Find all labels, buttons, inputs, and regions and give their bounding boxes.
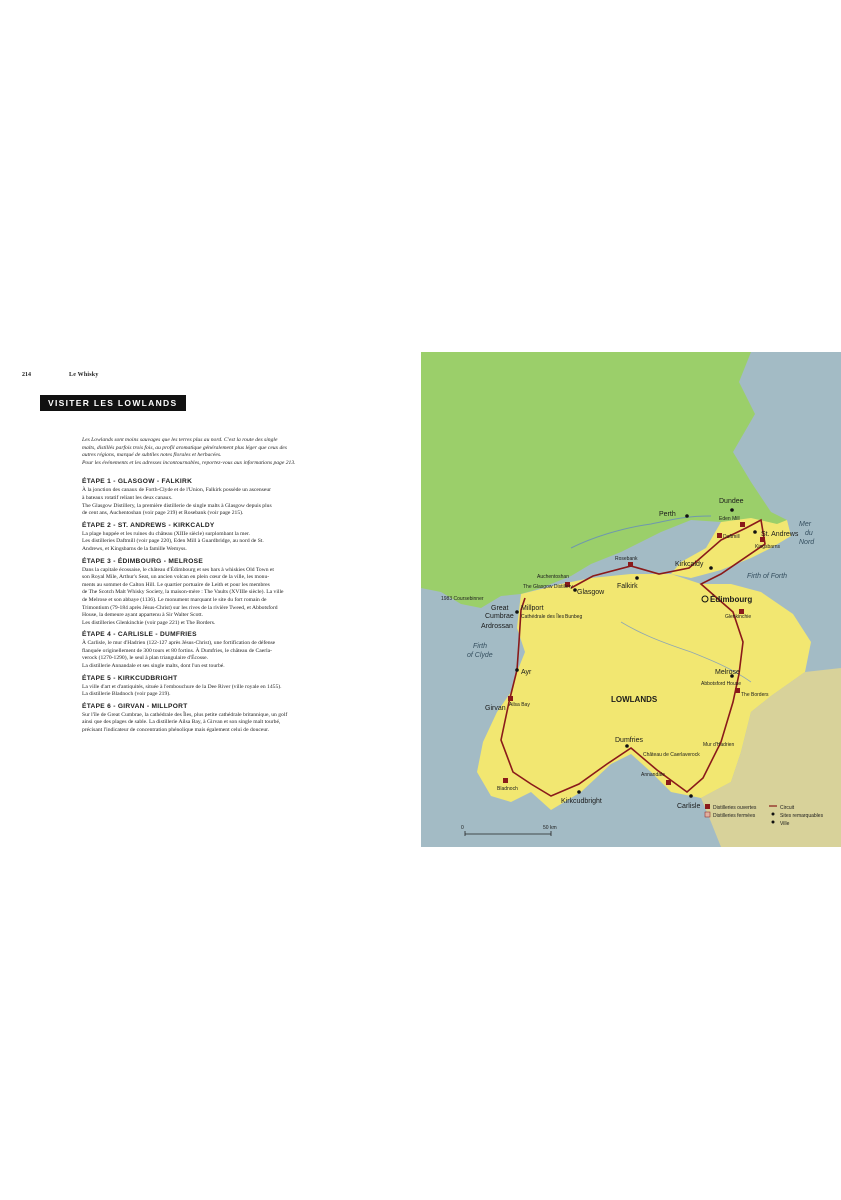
stage-line: ainsi que des plages de sable. La distillerie Ailsa Bay, à Girvan et son single malt tourbé, [82, 719, 281, 726]
city-carlisle: Carlisle [677, 803, 701, 810]
distillery-marker [508, 696, 513, 701]
legend-sites-icon [772, 813, 775, 816]
city-dot [635, 576, 639, 580]
stage-title: ÉTAPE 2 - ST. ANDREWS - KIRKCALDY [82, 521, 215, 529]
stage-line: flanquée originellement de 300 tours et 80 fortins. À Dumfries, le château de Caerla- [82, 647, 272, 654]
intro-line: autres régions, marqué de subtiles notes florales et herbacées. [82, 452, 222, 459]
city-dot [625, 744, 629, 748]
stage-line: de The Scotch Malt Whisky Society, la maison-mère : The Vaults (XVIIIe siècle). La ville [82, 589, 284, 596]
legend-sites: Sites remarquables [780, 813, 824, 819]
section-title: VISITER LES LOWLANDS [40, 395, 186, 411]
stage-line: à bateaux rotatif reliant les deux canaux. [82, 494, 173, 501]
stage-line: son Royal Mile, Arthur's Seat, un ancien volcan en plein cœur de la ville, les monu- [82, 574, 270, 581]
distillery-marker [503, 778, 508, 783]
city-ayr: Ayr [521, 669, 532, 676]
distillery-marker [717, 533, 722, 538]
city-ardrossan: Ardrossan [481, 623, 513, 630]
stage-line: À la jonction des canaux de Forth-Clyde et de l'Union, Falkirk possède un ascenseur [82, 487, 271, 494]
legend-closed-icon [705, 812, 710, 817]
distillery-marker [666, 780, 671, 785]
distillery-label: Annandale [641, 772, 665, 778]
map-svg [421, 352, 841, 847]
city-kirkcudbright: Kirkcudbright [561, 798, 602, 805]
legend-city: Ville [780, 821, 790, 827]
stage-line: The Glasgow Distillery, la première distillerie de single malts à Glasgow depuis plus [82, 502, 272, 509]
city-dot [577, 790, 581, 794]
stage-5 [82, 674, 412, 699]
sea-label: of Clyde [467, 652, 493, 659]
stage-line: Sur l'île de Great Cumbrae, la cathédrale des Îles, plus petite cathédrale britannique, un golf [82, 711, 288, 718]
site-label: Cathédrale des Îles [521, 614, 565, 620]
legend-open: Distilleries ouvertes [713, 805, 757, 811]
city-glasgow: Glasgow [577, 589, 605, 596]
stage-title: ÉTAPE 6 - GIRVAN - MILLPORT [82, 702, 188, 710]
city-st-andrews: St. Andrews [761, 531, 799, 538]
running-head: Le Whisky [69, 372, 99, 378]
city-dot [730, 508, 734, 512]
scale-end: 50 km [543, 825, 557, 831]
sea-label: Firth [473, 643, 487, 650]
legend-open-icon [705, 804, 710, 809]
intro-paragraph [82, 437, 412, 467]
distillery-label: Bladnoch [497, 786, 518, 792]
stage-1 [82, 477, 412, 517]
site-label: Abbotsford House [701, 681, 742, 687]
site-label: Château de Caerlaverock [643, 752, 700, 758]
distillery-marker [735, 688, 740, 693]
stage-title: ÉTAPE 4 - CARLISLE - DUMFRIES [82, 631, 197, 639]
stage-line: Dans la capitale écossaise, le château d'Édimbourg et ses bars à whiskies Old Town et [82, 566, 274, 573]
stage-line: précisant l'indicateur de concentration phénolique mais également celui de douceur. [82, 727, 270, 734]
stage-line: Les distilleries Daftmill (voir page 220), Eden Mill à Guardbridge, au nord de St. [82, 538, 264, 545]
city-dundee: Dundee [719, 498, 744, 505]
stage-line: ments au sommet de Calton Hill. Le quartier portuaire de Leith et pour les membres [82, 581, 270, 588]
sea-label: Nord [799, 539, 815, 546]
city-dot [689, 794, 693, 798]
stage-line: La distillerie Bladnoch (voir page 219). [82, 691, 171, 698]
city-dot [753, 530, 757, 534]
stage-line: À Carlisle, le mur d'Hadrien (122-127 après Jésus-Christ), une fortification de défense [82, 640, 276, 647]
stage-title: ÉTAPE 1 - GLASGOW - FALKIRK [82, 478, 193, 486]
lowlands-map [421, 352, 841, 847]
stage-line: La plage huppée et les ruines du château (XIIIe siècle) surplombant la mer. [82, 530, 250, 537]
city-dot [515, 610, 519, 614]
city-girvan: Girvan [485, 705, 506, 712]
legend-city-icon [772, 821, 775, 824]
text-column [82, 437, 412, 738]
stage-title: ÉTAPE 5 - KIRKCUDBRIGHT [82, 674, 178, 682]
sea-label: Mer [799, 521, 812, 528]
city-dot [685, 514, 689, 518]
page-number: 214 [22, 372, 31, 378]
distillery-label: Daftmill [723, 534, 740, 540]
stage-line: Les distilleries Glenkinchie (voir page 221) et The Borders. [82, 619, 216, 626]
stage-3 [82, 557, 412, 628]
sea-label: du [805, 530, 813, 537]
stage-4 [82, 630, 412, 670]
distillery-label: Eden Mill [719, 516, 740, 522]
stage-line: House, la demeure ayant appartenu à Sir Walter Scott. [82, 612, 203, 619]
stage-line: Andrews, et Kingsbarns de la famille Wemyss. [82, 545, 187, 552]
stage-line: de Melrose et son abbaye (1136). Le monument marquant le site du fort romain de [82, 596, 267, 603]
distillery-label: The Glasgow Distillery [523, 584, 573, 590]
city-melrose: Melrose [715, 669, 740, 676]
city-perth: Perth [659, 511, 676, 518]
intro-line: Les Lowlands sont moins sauvages que les terres plus au nord. C'est la route des single [82, 437, 278, 443]
distillery-label: Glenkinchie [725, 614, 752, 620]
distillery-label: Auchentoshan [537, 574, 569, 580]
stage-6 [82, 702, 412, 735]
legend-circuit: Circuit [780, 805, 795, 811]
distillery-label: Rosebank [615, 556, 638, 562]
city-dot [515, 668, 519, 672]
stage-line: de cent ans, Auchentoshan (voir page 219) et Rosebank (voir page 215). [82, 510, 244, 517]
city-dumfries: Dumfries [615, 737, 644, 744]
city-cumbrae: Cumbrae [485, 613, 514, 620]
sea-label: Firth of Forth [747, 573, 788, 580]
stage-line: Trimontium (79-184 après Jésus-Christ) sur les rives de la rivière Tweed, et Abbotsford [82, 604, 278, 611]
scale-start: 0 [461, 825, 464, 831]
stage-line: verock (1270-1290), le seul à plan triangulaire d'Écosse. [82, 655, 209, 662]
intro-line: malts, distillés parfois trois fois, au profil aromatique généralement plus léger que ceux des [82, 444, 287, 451]
city-kirkcaldy: Kirkcaldy [675, 561, 704, 568]
intro-line: Pour les événements et les adresses incontournables, reportez-vous aux informations page 213. [82, 459, 296, 466]
city-millport: Millport [521, 605, 544, 612]
legend-closed: Distilleries fermées [713, 813, 756, 819]
distillery-marker [628, 562, 633, 567]
stage-line: La ville d'art et d'antiquités, située à l'embouchure de la Dee River (ville royale en 1455). [82, 683, 282, 690]
site-label: Mur d'Hadrien [703, 742, 735, 748]
city-great: Great [491, 605, 509, 612]
city-edimbourg: Édimbourg [710, 595, 753, 604]
distillery-label: Ailsa Bay [509, 702, 530, 708]
distillery-label: The Borders [741, 692, 769, 698]
distillery-label: Kingsbarns [755, 544, 781, 550]
city-dot [709, 566, 713, 570]
stage-2 [82, 521, 412, 554]
city-falkirk: Falkirk [617, 583, 638, 590]
distillery-marker [740, 522, 745, 527]
stage-line: La distillerie Annandale et ses single malts, dont l'un est tourbé. [82, 663, 225, 670]
site-label: 1983 Coursebinner [441, 596, 484, 602]
region-label: LOWLANDS [611, 695, 658, 704]
site-label: Bunbeg [565, 614, 583, 620]
stage-title: ÉTAPE 3 - ÉDIMBOURG - MELROSE [82, 557, 204, 565]
